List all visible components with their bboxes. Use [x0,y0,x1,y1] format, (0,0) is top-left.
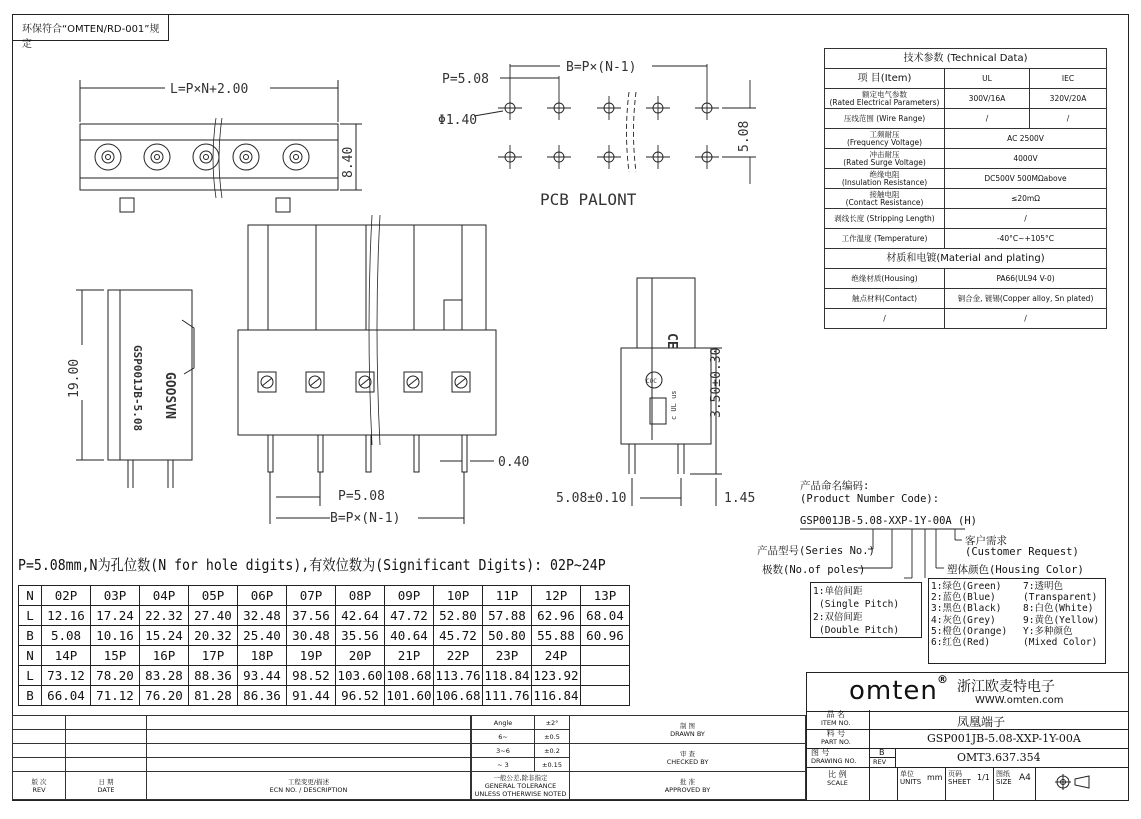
revision-block [12,715,471,800]
tech-row-iec: 320V/20A [1030,89,1107,109]
product-code: GSP001JB-5.08-XXP-1Y-00A (H) [800,515,978,527]
dims-cell: 16P [140,646,189,666]
dims-cell: 55.88 [532,626,581,646]
span-bottom-label: B=P×(N-1) [330,511,401,526]
dims-cell: 68.04 [581,606,630,626]
item-value: 凤凰端子 [957,715,1006,729]
material-value: PA66(UL94 V-0) [945,269,1107,289]
ecn-label-en: ECN NO. / DESCRIPTION [269,785,348,794]
checked-by-cn: 审 查 [679,749,696,758]
dims-row [19,646,630,666]
scale-label-cn: 比 例 [828,770,847,779]
dims-cell: 71.12 [91,686,140,706]
dims-cell: 113.76 [434,666,483,686]
color-item: (Mixed Color) [1023,637,1098,649]
tech-row-value: -40°C~+105°C [945,229,1107,249]
pcb-hole-label: Φ1.40 [438,113,478,128]
units-label-en: UNITS [900,778,922,786]
right-pin-length-label: 3.50±0.30 [709,347,724,418]
dwg-label-en: DRAWING NO. [811,757,857,765]
color-legend [928,578,1106,664]
drawn-by-cn: 制 图 [679,721,696,730]
material-label: 绝缘材质(Housing) [825,269,945,289]
dims-row-header: L [19,666,42,686]
tech-row-value: ≤20mΩ [945,189,1107,209]
dims-cell: 22P [434,646,483,666]
front-height-label: 8.40 [341,146,356,178]
tech-row-label: 额定电气参数 (Rated Electrical Parameters) [825,89,945,109]
dims-row-header: B [19,686,42,706]
sheet-value: 1/1 [977,773,990,782]
dims-cell: 40.64 [385,626,434,646]
dims-cell: 09P [385,586,434,606]
dims-cell: 14P [42,646,91,666]
side-height-label: 19.00 [67,358,82,398]
dims-row [19,586,630,606]
date-label-cn: 日 期 [98,777,114,786]
pitch-line: (Double Pitch) [819,625,900,636]
dims-cell: 96.52 [336,686,385,706]
tech-row-value: DC500V 500MΩabove [945,169,1107,189]
dims-cell: 10P [434,586,483,606]
dims-cell: 19P [287,646,336,666]
tech-row-ul: / [945,109,1030,129]
dims-cell: 108.68 [385,666,434,686]
dims-cell: 20P [336,646,385,666]
ce-mark: CE [664,333,679,349]
general-tol-cn: 一般公差,除非指定 [493,773,548,782]
size-label-en: SIZE [996,778,1012,786]
dims-row-header: B [19,626,42,646]
general-tol-en2: UNLESS OTHERWISE NOTED [474,789,567,798]
dims-cell [581,646,630,666]
tech-row-value: AC 2500V [945,129,1107,149]
tech-row-ul: 300V/16A [945,89,1030,109]
tech-col-item: 项 目(Item) [825,69,945,89]
dims-cell: 103.60 [336,666,385,686]
dims-cell: 60.96 [581,626,630,646]
dims-cell: 88.36 [189,666,238,686]
sheet-label-en: SHEET [948,778,971,786]
dimensions-table [18,585,630,706]
scale-label-en: SCALE [827,779,848,787]
units-label-cn: 单位 [900,770,914,778]
dims-cell: 45.72 [434,626,483,646]
dims-cell: 12P [532,586,581,606]
environment-note: 环保符合“OMTEN/RD-001”规定 [12,14,169,41]
tech-row-label: 接触电阻 (Contact Resistance) [825,189,945,209]
dims-cell: 30.48 [287,626,336,646]
dims-cell: 06P [238,586,287,606]
color-item: 3:黑色(Black) [931,603,1002,615]
company-website: WWW.omten.com [975,695,1064,706]
tol-angle: Angle [472,716,535,730]
rev-label-en: REV [32,785,46,794]
dims-cell: 02P [42,586,91,606]
material-label: / [825,309,945,329]
rev-value: B [879,748,885,757]
tol-range: 3~6 [472,744,535,758]
dwg-label-cn: 图 号 [811,748,830,757]
date-label-en: DATE [97,785,115,794]
tol-angle-value: ±2° [535,716,570,730]
color-item: 7:透明色 [1023,581,1063,592]
code-title-en: (Product Number Code): [800,493,940,505]
tech-row-label: 工作温度 (Temperature) [825,229,945,249]
dims-cell: 18P [238,646,287,666]
dims-row [19,606,630,626]
item-label-en: ITEM NO. [821,719,851,727]
color-item: 9:黄色(Yellow) [1023,614,1100,626]
tech-col-ul: UL [945,69,1030,89]
pcb-span-label: B=P×(N-1) [566,60,637,75]
dims-cell: 123.92 [532,666,581,686]
pcb-pitch-label: P=5.08 [442,72,489,87]
dims-cell: 15P [91,646,140,666]
tech-row-label: 冲击耐压 (Rated Surge Voltage) [825,149,945,169]
tech-row-label: 绝缘电阻 (Insulation Resistance) [825,169,945,189]
general-tol-en: GENERAL TOLERANCE [484,781,557,790]
dims-row [19,686,630,706]
units-value: mm [927,773,943,782]
color-item: 2:蓝色(Blue) [931,592,996,604]
dims-cell: 12.16 [42,606,91,626]
dims-cell: 32.48 [238,606,287,626]
dims-cell: 111.76 [483,686,532,706]
right-pin-thk-label: 1.45 [724,491,756,506]
tech-row-value: 4000V [945,149,1107,169]
color-item: 8:白色(White) [1023,603,1094,615]
registered-mark: ® [937,673,948,686]
dims-cell: 73.12 [42,666,91,686]
rev-label: REV [873,758,887,766]
tech-row-label: 工频耐压 (Frequency Voltage) [825,129,945,149]
color-item: 4:灰色(Grey) [931,614,996,626]
tech-row-label: 剥线长度 (Stripping Length) [825,209,945,229]
dims-row-header: L [19,606,42,626]
rev-label-cn: 版 次 [31,777,47,786]
dims-cell: 116.84 [532,686,581,706]
dims-cell: 24P [532,646,581,666]
pin-width-label: 0.40 [498,455,530,470]
dims-cell: 81.28 [189,686,238,706]
dims-cell: 86.36 [238,686,287,706]
dims-cell: 76.20 [140,686,189,706]
dims-cell [581,686,630,706]
material-title: 材质和电镀(Material and plating) [825,249,1107,269]
right-pitch-label: 5.08±0.10 [556,491,627,506]
dims-cell: 98.52 [287,666,336,686]
dims-cell: 93.44 [238,666,287,686]
pitch-line: (Single Pitch) [819,599,900,610]
main-front-view [238,215,496,524]
dims-cell: 52.80 [434,606,483,626]
brand-logo: omten [849,676,938,706]
dims-cell: 05P [189,586,238,606]
approved-by-cn: 批 准 [679,777,696,786]
tech-row-iec: / [1030,109,1107,129]
dims-row [19,626,630,646]
technical-data-table [824,48,1107,329]
dims-cell: 17P [189,646,238,666]
tol-range-value: ±0.5 [535,730,570,744]
tech-row-label: 压线范围 (Wire Range) [825,109,945,129]
pcb-title: PCB PALΟNT [540,190,637,209]
size-value: A4 [1019,773,1031,783]
code-title-cn: 产品命名编码: [800,480,870,492]
dims-cell: 13P [581,586,630,606]
ecn-label-cn: 工程变更/描述 [287,777,330,786]
pitch-line: 2:双倍间距 [813,612,863,623]
poles-label: 极数(No.of poles) [762,564,866,576]
color-item: Y:多种颜色 [1023,625,1073,637]
side-text-model: GSP001JB-5.08 [131,345,144,432]
drawing-number: OMT3.637.354 [957,751,1041,764]
tol-range: ~ 3 [472,758,535,772]
pitch-legend [810,582,922,638]
dims-cell: 106.68 [434,686,483,706]
dims-cell: 47.72 [385,606,434,626]
dims-cell: 91.44 [287,686,336,706]
front-view [80,80,362,212]
dims-cell: 07P [287,586,336,606]
dims-cell: 11P [483,586,532,606]
dims-cell: 22.32 [140,606,189,626]
dims-cell: 17.24 [91,606,140,626]
dims-cell: 62.96 [532,606,581,626]
tol-range-value: ±0.15 [535,758,570,772]
color-item: (Transparent) [1023,592,1098,604]
material-value: 铜合金, 镀锡(Copper alloy, Sn plated) [945,289,1107,309]
dims-cell: 23P [483,646,532,666]
size-label-cn: 图纸 [996,770,1010,778]
tech-title: 技术参数 (Technical Data) [825,49,1107,69]
dims-row-header: N [19,586,42,606]
housing-color-label: 塑体颜色(Housing Color) [947,564,1084,576]
dims-cell: 03P [91,586,140,606]
customer-request-en: (Customer Request) [965,546,1079,558]
drawn-by-en: DRAWN BY [670,729,705,738]
title-block [806,672,1129,801]
tolerance-block [471,715,806,800]
material-label: 触点材料(Contact) [825,289,945,309]
side-text-brand: GOOSVN [162,372,177,419]
tol-range: 6~ [472,730,535,744]
customer-request: 客户需求 [965,535,1007,547]
dims-cell: 20.32 [189,626,238,646]
checked-by-en: CHECKED BY [666,757,709,766]
dims-cell: 37.56 [287,606,336,626]
pcb-height-label: 5.08 [737,120,752,152]
dims-row [19,666,630,686]
dims-cell: 83.28 [140,666,189,686]
ul-mark: c UL us [670,390,678,420]
dims-cell: 35.56 [336,626,385,646]
dims-cell: 57.88 [483,606,532,626]
dims-cell [581,666,630,686]
tech-row-value: / [945,209,1107,229]
series-label: 产品型号(Series No.) [757,545,875,557]
company-name: 浙江欧麦特电子 [957,679,1055,695]
dims-cell: 118.84 [483,666,532,686]
material-value: / [945,309,1107,329]
part-value: GSP001JB-5.08-XXP-1Y-00A [927,732,1081,745]
dims-cell: 10.16 [91,626,140,646]
front-width-label: L=P×N+2.00 [170,82,249,97]
color-item: 1:绿色(Green) [931,581,1002,592]
color-item: 5:橙色(Orange) [931,625,1008,637]
pitch-bottom-label: P=5.08 [338,489,385,504]
dims-cell: 25.40 [238,626,287,646]
part-label-en: PART NO. [821,738,851,746]
dims-cell: 42.64 [336,606,385,626]
dims-cell: 21P [385,646,434,666]
dims-cell: 78.20 [91,666,140,686]
dims-cell: 27.40 [189,606,238,626]
approved-by-en: APPROVED BY [664,785,711,794]
dims-title: P=5.08mm,N为孔位数(N for hole digits),有效位数为(Significant Digits): 02P~24P [18,556,606,574]
dims-cell: 5.08 [42,626,91,646]
sheet-label-cn: 页码 [948,770,962,778]
color-item: 6:红色(Red) [931,637,991,649]
dims-cell: 50.80 [483,626,532,646]
part-label-cn: 料 号 [826,729,846,738]
projection-symbol-icon [1055,774,1095,790]
cqc-mark: CQC [646,378,657,385]
tol-range-value: ±0.2 [535,744,570,758]
dims-cell: 66.04 [42,686,91,706]
pcb-layout [474,64,756,184]
dims-cell: 15.24 [140,626,189,646]
tech-col-iec: IEC [1030,69,1107,89]
dims-cell: 04P [140,586,189,606]
pitch-line: 1:单倍间距 [813,586,863,597]
item-label-cn: 品 名 [826,710,845,719]
dims-cell: 08P [336,586,385,606]
dims-cell: 101.60 [385,686,434,706]
dims-row-header: N [19,646,42,666]
